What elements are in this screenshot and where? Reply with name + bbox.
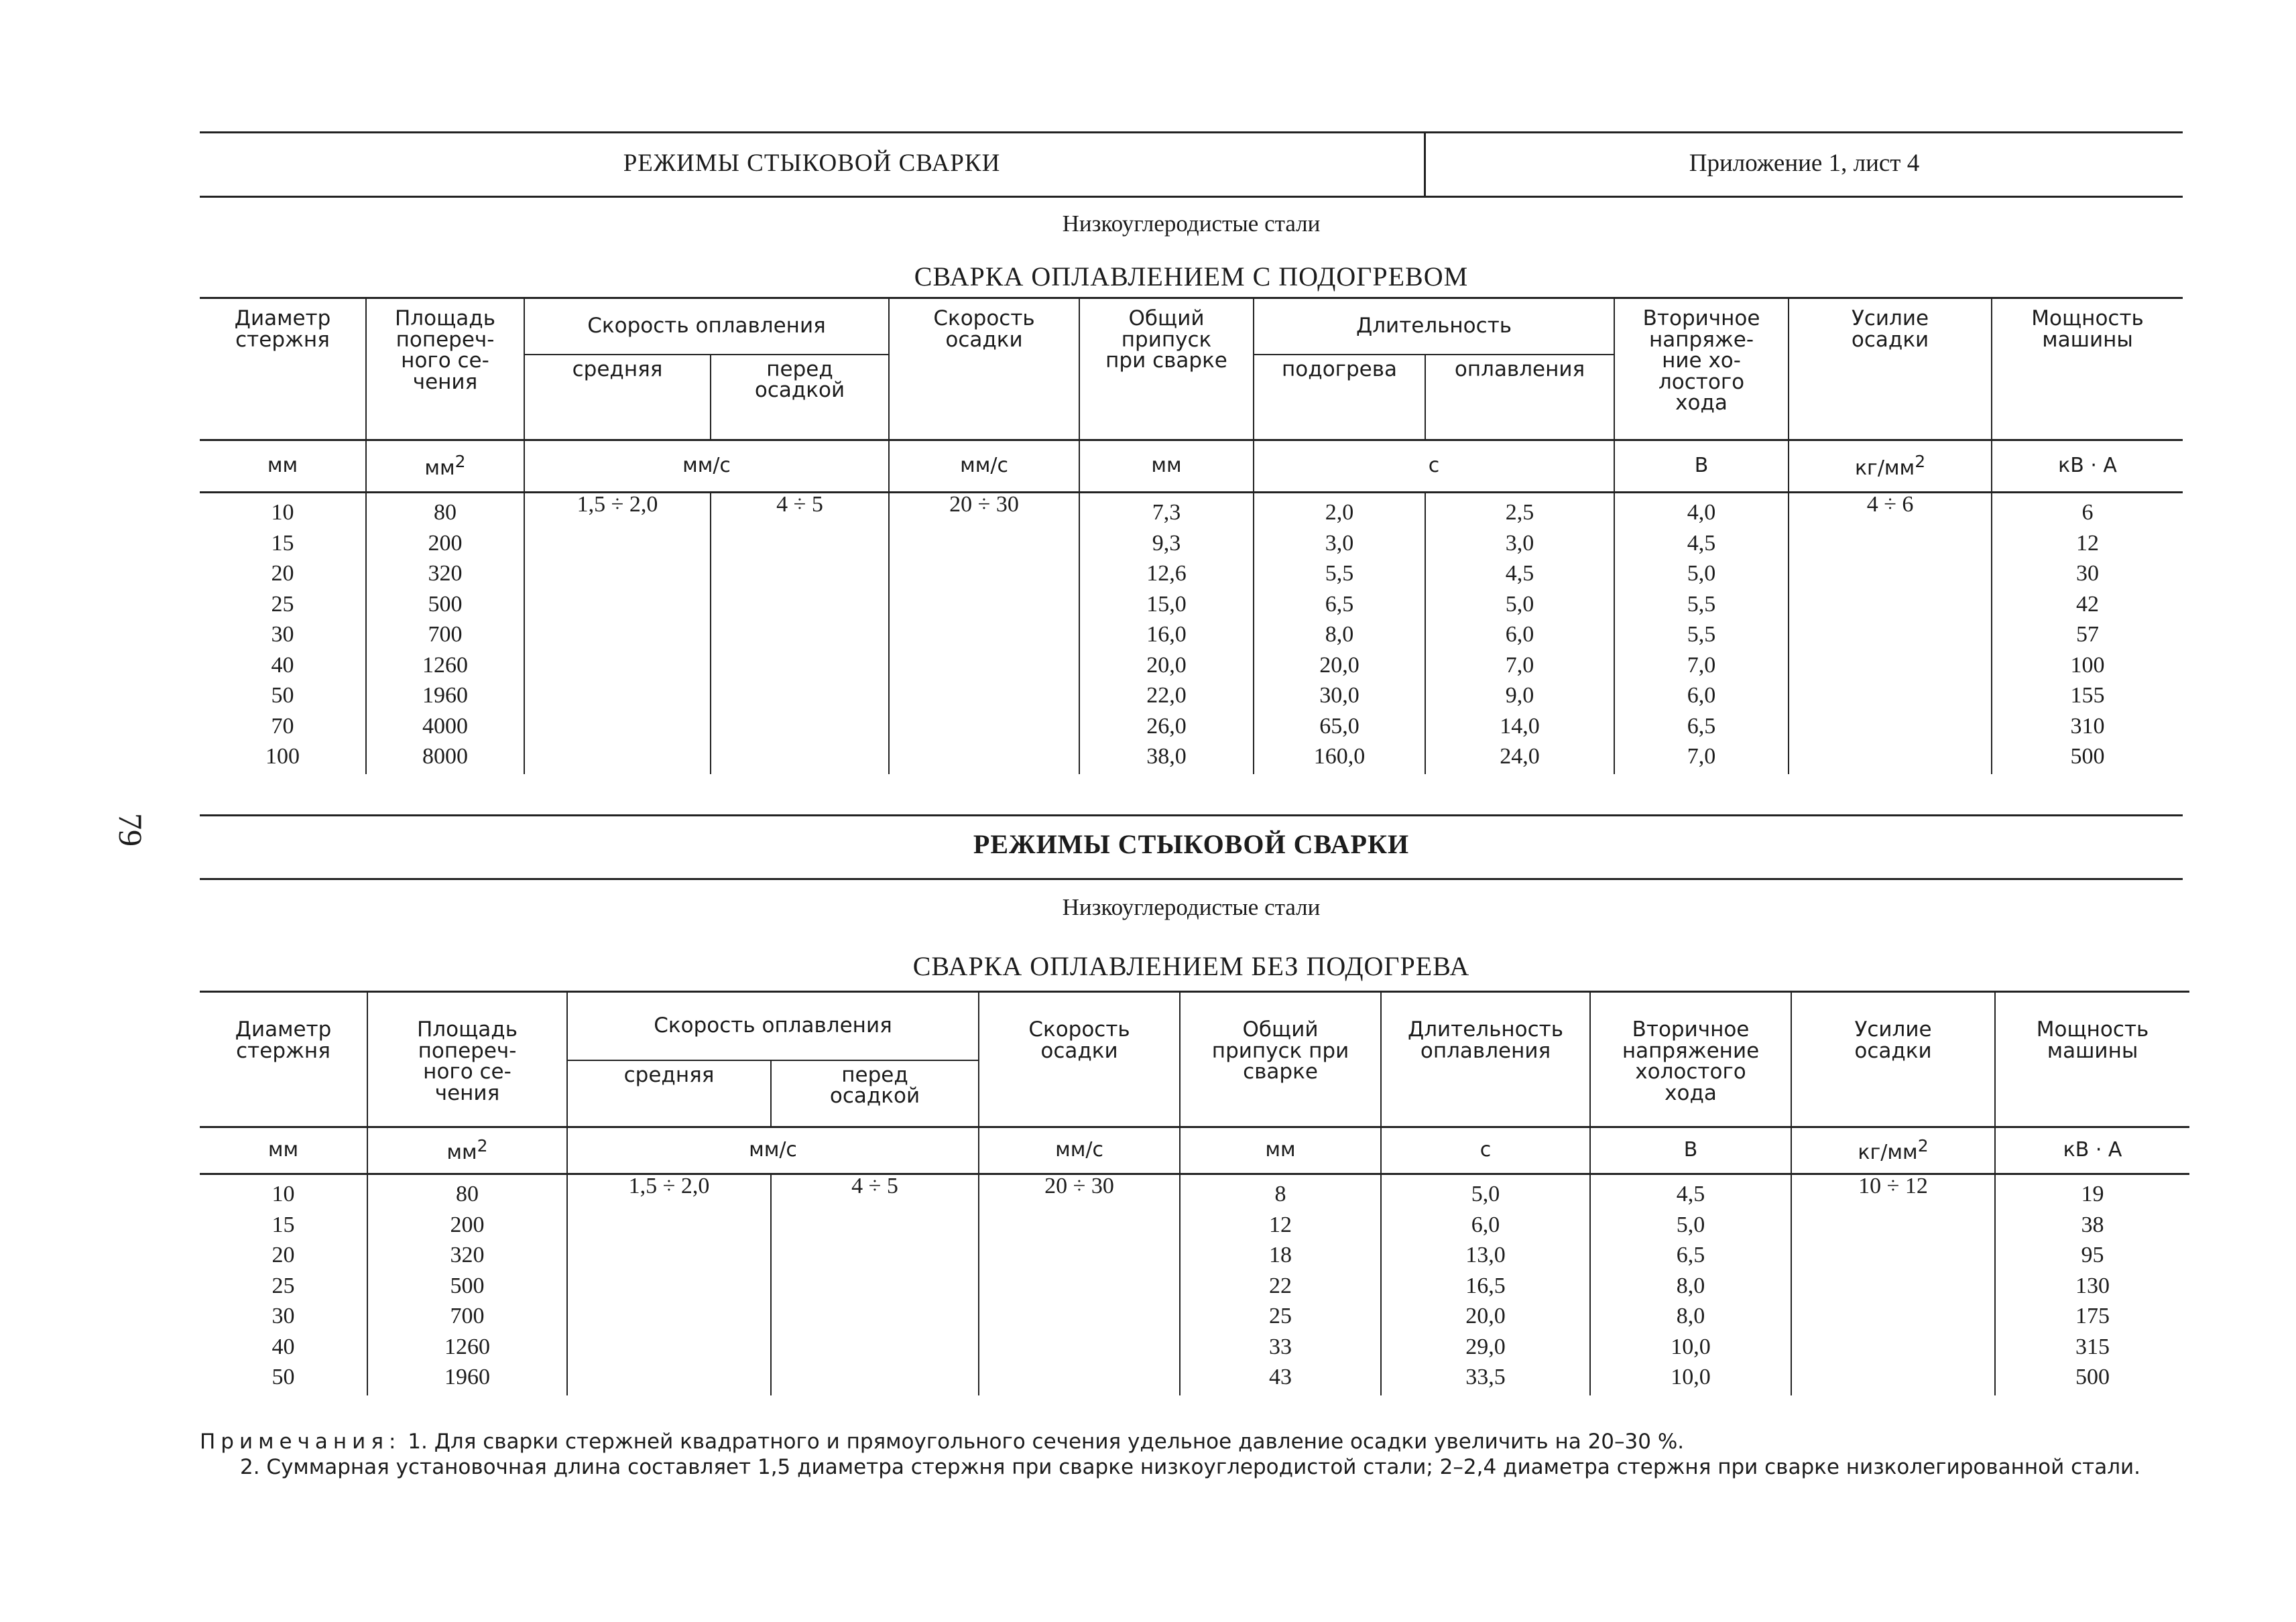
t2-head-melt-avg: средняя xyxy=(567,1060,771,1127)
table-cell: 33,5 xyxy=(1465,1365,1506,1389)
table1-title: СВАРКА ОПЛАВЛЕНИЕМ С ПОДОГРЕВОМ xyxy=(914,261,1469,292)
table-cell: 18 xyxy=(1269,1243,1292,1267)
table-cell: 4,0 xyxy=(1687,500,1716,525)
table-cell: 14,0 xyxy=(1500,713,1540,739)
table-cell: 100 xyxy=(2070,652,2105,678)
table-cell: 50 xyxy=(271,683,294,708)
table-cell: 40 xyxy=(271,1334,295,1359)
notes xyxy=(200,1429,2183,1480)
t2-head-dur-melt: Длительность оплавления xyxy=(1381,992,1590,1127)
table-cell: 1960 xyxy=(422,683,468,708)
block2-bottom-rule xyxy=(200,878,2183,880)
t1-col-melt-avg: 1,5 ÷ 2,0 xyxy=(524,493,711,774)
table-cell: 6,0 xyxy=(1505,622,1534,647)
table-cell: 1260 xyxy=(444,1334,490,1359)
t2-col-dur-melt xyxy=(1381,1174,1590,1395)
table-cell: 5,0 xyxy=(1687,561,1716,586)
notes-label: Примечания: xyxy=(200,1430,402,1454)
t2-unit-melt: мм/с xyxy=(567,1127,979,1174)
table2-title: СВАРКА ОПЛАВЛЕНИЕМ БЕЗ ПОДОГРЕВА xyxy=(912,951,1470,981)
block2-top-rule xyxy=(200,814,2183,816)
t2-head-voltage: Вторичное напряжение холостого хода xyxy=(1590,992,1791,1127)
table-cell: 30,0 xyxy=(1319,683,1360,708)
t2-unit-duration: с xyxy=(1381,1127,1590,1174)
table-cell: 40 xyxy=(271,652,294,678)
t2-head-upset-speed: Скорость осадки xyxy=(979,992,1180,1127)
table-cell: 310 xyxy=(2070,713,2105,739)
table-cell: 42 xyxy=(2076,591,2100,617)
t2-col-melt-avg: 1,5 ÷ 2,0 xyxy=(567,1174,771,1395)
table-cell: 2,5 xyxy=(1505,500,1534,525)
table-cell: 155 xyxy=(2070,683,2105,708)
t2-head-power: Мощность машины xyxy=(1995,992,2189,1127)
table-cell: 6,0 xyxy=(1471,1212,1500,1237)
table-cell: 8,0 xyxy=(1676,1304,1705,1328)
t1-col-allowance xyxy=(1079,493,1254,774)
table-cell: 4,5 xyxy=(1505,561,1534,586)
table-cell: 1960 xyxy=(444,1365,490,1389)
table-cell: 2,0 xyxy=(1325,500,1354,525)
note-1 xyxy=(200,1429,2183,1454)
table-cell: 30 xyxy=(271,1304,295,1328)
t2-head-melt-before: перед осадкой xyxy=(771,1060,979,1127)
t2-unit-voltage: В xyxy=(1590,1127,1791,1174)
table-cell: 65,0 xyxy=(1319,713,1360,739)
table-cell: 38,0 xyxy=(1146,744,1187,769)
table-cell: 700 xyxy=(428,622,463,647)
header-bottom-rule xyxy=(200,196,2183,198)
t1-head-allowance: Общий припуск при сварке xyxy=(1079,298,1254,440)
table-cell: 315 xyxy=(2075,1334,2110,1359)
table-cell: 7,0 xyxy=(1687,652,1716,678)
table-cell: 80 xyxy=(434,500,457,525)
table-cell: 70 xyxy=(271,713,294,739)
table-cell: 20 xyxy=(271,1243,295,1267)
t1-col-voltage xyxy=(1614,493,1789,774)
table-cell: 12 xyxy=(1269,1212,1292,1237)
table-cell: 8000 xyxy=(422,744,468,769)
table-cell: 8,0 xyxy=(1676,1273,1705,1298)
note-1-text: 1. Для сварки стержней квадратного и прямоугольного сечения удельное давление осадки увеличить на 20–30 %. xyxy=(408,1430,1685,1454)
table-cell: 13,0 xyxy=(1465,1243,1506,1267)
table-cell: 7,0 xyxy=(1687,744,1716,769)
table-cell: 6,0 xyxy=(1687,683,1716,708)
table-cell: 130 xyxy=(2075,1273,2110,1298)
table-cell: 30 xyxy=(271,622,294,647)
table-cell: 12 xyxy=(2076,530,2100,556)
table-cell: 15,0 xyxy=(1146,591,1187,617)
table-cell: 500 xyxy=(428,591,463,617)
table-cell: 5,0 xyxy=(1471,1182,1500,1206)
table-cell: 50 xyxy=(271,1365,295,1389)
table-cell: 500 xyxy=(2075,1365,2110,1389)
table-cell: 16,0 xyxy=(1146,622,1187,647)
table-cell: 320 xyxy=(450,1243,485,1267)
t2-col-diameter xyxy=(200,1174,367,1395)
table-cell: 100 xyxy=(265,744,300,769)
table-cell: 10,0 xyxy=(1671,1365,1711,1389)
table-cell: 16,5 xyxy=(1465,1273,1506,1298)
table-cell: 175 xyxy=(2075,1304,2110,1328)
t1-col-dur-heat xyxy=(1254,493,1425,774)
t1-head-melt-avg: средняя xyxy=(524,355,711,440)
table-cell: 15 xyxy=(271,530,294,556)
t2-unit-power: кВ · А xyxy=(1995,1127,2189,1174)
t1-head-diameter: Диаметр стержня xyxy=(200,298,366,440)
table-cell: 22 xyxy=(1269,1273,1292,1298)
t1-head-area: Площадь попереч- ного се- чения xyxy=(366,298,524,440)
table-cell: 5,0 xyxy=(1676,1212,1705,1237)
table-cell: 43 xyxy=(1269,1365,1292,1389)
table-cell: 30 xyxy=(2076,561,2100,586)
t1-unit-force: $кг/мм^2$ xyxy=(1789,440,1992,493)
table-cell: 25 xyxy=(1269,1304,1292,1328)
t1-head-dur-melt: оплавления xyxy=(1425,355,1614,440)
t2-unit-allowance: мм xyxy=(1180,1127,1381,1174)
table-cell: 57 xyxy=(2076,622,2100,647)
t1-head-dur-heat: подогрева xyxy=(1254,355,1425,440)
table-cell: 20,0 xyxy=(1465,1304,1506,1328)
table-cell: 25 xyxy=(271,591,294,617)
table-cell: 500 xyxy=(450,1273,485,1298)
t1-col-force: 4 ÷ 6 xyxy=(1789,493,1992,774)
t1-unit-duration: с xyxy=(1254,440,1614,493)
t2-unit-area: $мм^2$ xyxy=(367,1127,567,1174)
table-cell: 5,5 xyxy=(1325,561,1354,586)
table-cell: 5,5 xyxy=(1687,622,1716,647)
table-cell: 8,0 xyxy=(1325,622,1354,647)
t1-col-power xyxy=(1992,493,2183,774)
t2-head-area: Площадь попереч- ного се- чения xyxy=(367,992,567,1127)
t1-head-power: Мощность машины xyxy=(1992,298,2183,440)
table-cell: 24,0 xyxy=(1500,744,1540,769)
t2-head-allowance: Общий припуск при сварке xyxy=(1180,992,1381,1127)
page-number: 79 xyxy=(112,813,149,847)
note-2: 2. Суммарная установочная длина составляет 1,5 диаметра стержня при сварке низкоуглеродистой стали; 2–2,4 диаметра стержня при сварке низколегированной стали. xyxy=(240,1455,2141,1479)
t2-head-diameter: Диаметр стержня xyxy=(200,992,367,1127)
t2-col-upset-speed: 20 ÷ 30 xyxy=(979,1174,1180,1395)
table-cell: 200 xyxy=(450,1212,485,1237)
table-cell: 1260 xyxy=(422,652,468,678)
table-cell: 6 xyxy=(2081,500,2094,525)
t1-head-duration: Длительность xyxy=(1254,298,1614,355)
table-cell: 320 xyxy=(428,561,463,586)
table-cell: 5,5 xyxy=(1687,591,1716,617)
table-cell: 6,5 xyxy=(1325,591,1354,617)
t2-col-power xyxy=(1995,1174,2189,1395)
table2-heading: РЕЖИМЫ СТЫКОВОЙ СВАРКИ xyxy=(973,829,1410,859)
table-cell: 12,6 xyxy=(1146,561,1187,586)
t1-col-dur-melt xyxy=(1425,493,1614,774)
table-cell: 33 xyxy=(1269,1334,1292,1359)
t1-unit-melt: мм/с xyxy=(524,440,889,493)
table-cell: 10 xyxy=(271,500,294,525)
t1-col-diameter xyxy=(200,493,366,774)
table-cell: 7,0 xyxy=(1505,652,1534,678)
t1-unit-power: кВ · А xyxy=(1992,440,2183,493)
table-cell: 200 xyxy=(428,530,463,556)
header-title: РЕЖИМЫ СТЫКОВОЙ СВАРКИ xyxy=(623,149,1001,177)
table-cell: 19 xyxy=(2081,1182,2104,1206)
t2-col-melt-before: 4 ÷ 5 xyxy=(771,1174,979,1395)
table-cell: 3,0 xyxy=(1325,530,1354,556)
table-cell: 4,5 xyxy=(1687,530,1716,556)
table-cell: 9,3 xyxy=(1152,530,1181,556)
table-cell: 20 xyxy=(271,561,294,586)
t2-col-area xyxy=(367,1174,567,1395)
t2-unit-force: $кг/мм^2$ xyxy=(1791,1127,1995,1174)
table-cell: 6,5 xyxy=(1687,713,1716,739)
t1-col-melt-before: 4 ÷ 5 xyxy=(711,493,889,774)
t1-head-melt-speed: Скорость оплавления xyxy=(524,298,889,355)
table-cell: 6,5 xyxy=(1676,1243,1705,1267)
table-cell: 10 xyxy=(271,1182,295,1206)
table-cell: 29,0 xyxy=(1465,1334,1506,1359)
t1-unit-diameter: мм xyxy=(200,440,366,493)
t2-col-force: 10 ÷ 12 xyxy=(1791,1174,1995,1395)
table-cell: 26,0 xyxy=(1146,713,1187,739)
t2-col-voltage xyxy=(1590,1174,1791,1395)
table-cell: 95 xyxy=(2081,1243,2104,1267)
table-cell: 25 xyxy=(271,1273,295,1298)
table-cell: 3,0 xyxy=(1505,530,1534,556)
table-cell: 4000 xyxy=(422,713,468,739)
table-cell: 9,0 xyxy=(1505,683,1534,708)
t1-unit-voltage: В xyxy=(1614,440,1789,493)
t2-col-allowance xyxy=(1180,1174,1381,1395)
table-cell: 7,3 xyxy=(1152,500,1181,525)
table-cell: 700 xyxy=(450,1304,485,1328)
table-cell: 5,0 xyxy=(1505,591,1534,617)
t2-head-melt-speed: Скорость оплавления xyxy=(567,992,979,1060)
t1-col-area xyxy=(366,493,524,774)
table-cell: 20,0 xyxy=(1319,652,1360,678)
table2 xyxy=(200,991,2189,1395)
t2-head-force: Усилие осадки xyxy=(1791,992,1995,1127)
t1-col-upset-speed: 20 ÷ 30 xyxy=(889,493,1079,774)
table1 xyxy=(200,297,2183,774)
t1-head-voltage: Вторичное напряже- ние хо- лостого хода xyxy=(1614,298,1789,440)
t1-unit-area: $мм^2$ xyxy=(366,440,524,493)
table-cell: 500 xyxy=(2070,744,2105,769)
table-cell: 10,0 xyxy=(1671,1334,1711,1359)
appendix-label: Приложение 1, лист 4 xyxy=(1689,149,1920,177)
t1-unit-allowance: мм xyxy=(1079,440,1254,493)
table2-subtitle: Низкоуглеродистые стали xyxy=(1062,894,1321,920)
table-cell: 22,0 xyxy=(1146,683,1187,708)
t1-head-upset-speed: Скорость осадки xyxy=(889,298,1079,440)
t1-head-force: Усилие осадки xyxy=(1789,298,1992,440)
table1-subtitle: Низкоуглеродистые стали xyxy=(1062,210,1321,237)
table-cell: 38 xyxy=(2081,1212,2104,1237)
table-cell: 4,5 xyxy=(1676,1182,1705,1206)
table-cell: 80 xyxy=(456,1182,479,1206)
t2-unit-upset: мм/с xyxy=(979,1127,1180,1174)
table-cell: 8 xyxy=(1274,1182,1286,1206)
table-cell: 20,0 xyxy=(1146,652,1187,678)
t1-head-melt-before: перед осадкой xyxy=(711,355,889,440)
table-cell: 160,0 xyxy=(1313,744,1366,769)
table-cell: 15 xyxy=(271,1212,295,1237)
t1-unit-upset: мм/с xyxy=(889,440,1079,493)
t2-unit-diameter: мм xyxy=(200,1127,367,1174)
